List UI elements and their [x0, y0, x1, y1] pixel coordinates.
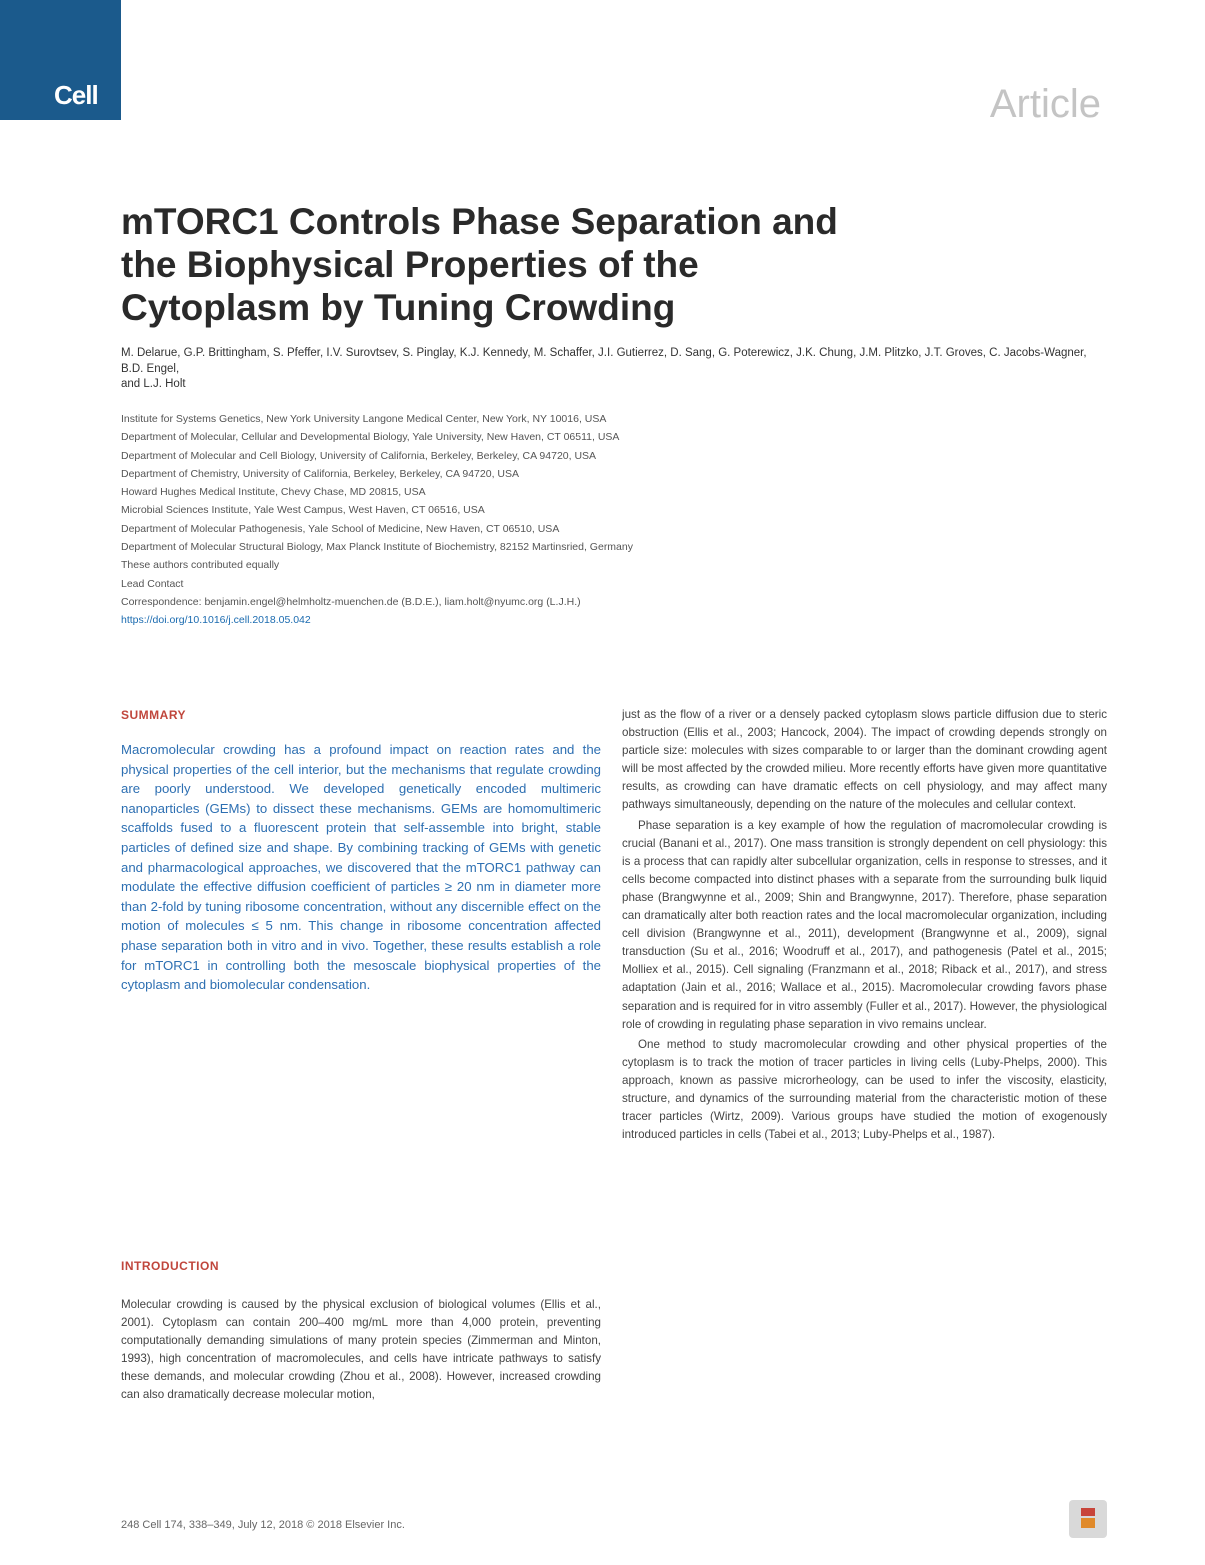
lead-contact-note: Lead Contact	[121, 577, 184, 590]
body-paragraph: just as the flow of a river or a densely packed cytoplasm slows particle diffusion due to steric obstruction (Ellis et al., 2003; Hancock, 2004). The impact of crowding depends strongly on particle size: molecules with sizes comparable to or larger than the dominant crowding agent will be most affected by the crowded milieu. More recently efforts have given more quantitative results, as crowding can have dramatic effects on cell physiology, and may affect many pathways simultaneously, depending on the nature of the molecules and cellular context.	[622, 708, 1107, 812]
crossmark-icon[interactable]	[1069, 1500, 1107, 1538]
introduction-column	[121, 1296, 601, 1476]
body-paragraph: Molecular crowding is caused by the physical exclusion of biological volumes (Ellis et al., 2001). Cytoplasm can contain 200–400 mg/mL more than 4,000 protein, preventing computationally demanding simulations of many protein species (Zimmerman and Minton, 1993), high concentration of macromolecules, and cells have intricate pathways to satisfy these demands, and molecular crowding (Zhou et al., 2008). However, increased crowding can also dramatically decrease molecular motion,	[121, 1298, 601, 1402]
affiliation-line: Institute for Systems Genetics, New York University Langone Medical Center, New York, NY 10016, USA	[121, 413, 607, 425]
article-title: mTORC1 Controls Phase Separation and the Biophysical Properties of the Cytoplasm by Tuning Crowding	[121, 201, 838, 328]
body-paragraph: Phase separation is a key example of how the regulation of macromolecular crowding is crucial (Banani et al., 2017). One mass transition is strongly dependent on cell physiology: this is a process that can rapidly alter subcellular organization, cells in response to stresses, and it cells become compacted into distinct phases with a separate from the surrounding bulk liquid phase (Brangwynne et al., 2009; Shin and Brangwynne, 2017). Therefore, phase separation can dramatically alter both reaction rates and the local macromolecular organization, including cell division (Brangwynne et al., 2011), development (Brangwynne et al., 2009), signal transduction (Su et al., 2016; Woodruff et al., 2017), and pathogenesis (Patel et al., 2015; Molliex et al., 2015). Cell signaling (Franzmann et al., 2018; Riback et al., 2017), and stress adaptation (Jain et al., 2016; Wallace et al., 2015). Macromolecular crowding favors phase separation and is required for in vitro assembly (Fuller et al., 2017). However, the physiological role of crowding in regulating phase separation in vivo remains unclear.	[622, 818, 1107, 1031]
affiliation-line: Department of Chemistry, University of California, Berkeley, Berkeley, CA 94720, USA	[121, 467, 519, 480]
correspondence-line[interactable]: Correspondence: benjamin.engel@helmholtz-muenchen.de (B.D.E.), liam.holt@nyumc.org (L.J.H.)	[121, 595, 581, 608]
affiliation-line: Microbial Sciences Institute, Yale West Campus, West Haven, CT 06516, USA	[121, 504, 485, 517]
affiliation-line: Howard Hughes Medical Institute, Chevy Chase, MD 20815, USA	[121, 486, 426, 499]
summary-text: Macromolecular crowding has a profound impact on reaction rates and the physical properties of the cell interior, but the mechanisms that regulate crowding are poorly understood. We developed genetically encoded multimeric nanoparticles (GEMs) to dissect these mechanisms. GEMs are homomultimeric scaffolds fused to a fluorescent protein that self-assemble into bright, stable particles of defined size and shape. By combining tracking of GEMs with genetic and pharmacological approaches, we discovered that the mTORC1 pathway can modulate the effective diffusion coefficient of particles ≥ 20 nm in diameter more than 2-fold by tuning ribosome concentration, without any discernible effect on the motion of molecules ≤ 5 nm. This change in ribosome concentration affected phase separation both in vitro and in vivo. Together, these results establish a role for mTORC1 in controlling both the mesoscale biophysical properties of the cytoplasm and biomolecular condensation.	[121, 742, 601, 993]
affiliation-list	[121, 410, 1106, 630]
author-line: and L.J. Holt	[121, 378, 186, 390]
journal-logo	[0, 0, 121, 120]
affiliation-line: Department of Molecular and Cell Biology, University of California, Berkeley, Berkeley, CA 94720, USA	[121, 449, 597, 462]
affiliation-line: Department of Molecular, Cellular and Developmental Biology, Yale University, New Haven, CT 06511, USA	[121, 431, 620, 444]
body-paragraph: One method to study macromolecular crowding and other physical properties of the cytoplasm is to track the motion of tracer particles in living cells (Luby-Phelps, 2000). This approach, known as passive microrheology, can be used to infer the viscosity, elasticity, structure, and dynamics of the surrounding material from the characteristic motion of these tracer particles (Wirtz, 2009). Various groups have studied the motion of exogenously introduced particles in cells (Tabei et al., 2013; Luby-Phelps et al., 1987).	[622, 1037, 1107, 1142]
author-list	[121, 346, 1106, 393]
doi-link[interactable]: https://doi.org/10.1016/j.cell.2018.05.042	[121, 614, 311, 627]
journal-name: Cell	[54, 80, 98, 110]
article-type-label: Article	[989, 82, 1101, 126]
crossmark-top-shape	[1081, 1508, 1095, 1516]
affiliation-line: Department of Molecular Structural Biology, Max Planck Institute of Biochemistry, 82152 Martinsried, Germany	[121, 541, 633, 554]
right-column	[622, 706, 1107, 1476]
affiliation-note: These authors contributed equally	[121, 559, 280, 572]
introduction-heading: INTRODUCTION	[121, 1259, 219, 1273]
author-line: M. Delarue, G.P. Brittingham, S. Pfeffer, I.V. Surovtsev, S. Pinglay, K.J. Kennedy, M. Schaffer, J.I. Gutierrez, D. Sang, G. Poterewicz, J.K. Chung, J.M. Plitzko, J.T. Groves, C. Jacobs-Wagner, B.D. Engel,	[121, 347, 1087, 375]
affiliation-line: Department of Molecular Pathogenesis, Yale School of Medicine, New Haven, CT 06510, USA	[121, 522, 560, 535]
page-footer: 248 Cell 174, 338–349, July 12, 2018 © 2018 Elsevier Inc.	[121, 1519, 405, 1531]
summary-heading: SUMMARY	[121, 708, 187, 722]
crossmark-bottom-shape	[1081, 1518, 1095, 1528]
